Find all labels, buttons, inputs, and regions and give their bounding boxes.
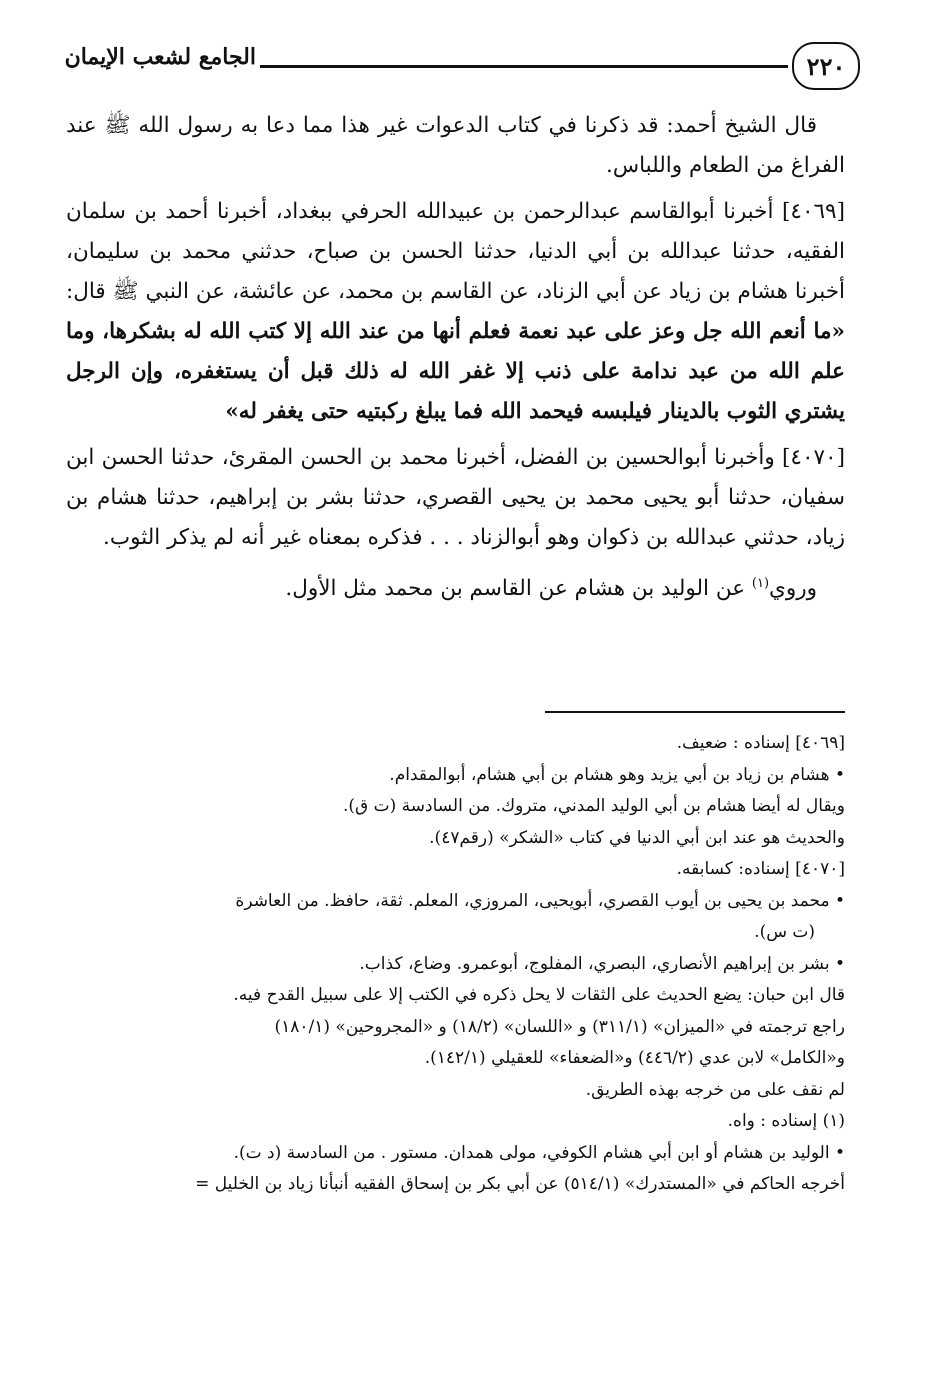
paragraph-sheikh-statement: قال الشيخ أحمد: قد ذكرنا في كتاب الدعوات غير هذا مما دعا به رسول الله ﷺ عند الفراغ من الطعام واللباس. — [66, 113, 845, 178]
footnote-line: قال ابن حبان: يضع الحديث على الثقات لا يحل ذكره في الكتب إلا على سبيل القدح فيه. — [233, 985, 845, 1005]
page-header — [60, 36, 860, 96]
footnote-line: • هشام بن زياد بن أبي يزيد وهو هشام بن أبي هشام، أبوالمقدام. — [389, 764, 845, 785]
footnote-line: أخرجه الحاكم في «المستدرك» (٥١٤/١) عن أبي بكر بن إسحاق الفقيه أنبأنا زياد بن الخليل = — [195, 1174, 845, 1194]
running-title: الجامع لشعب الإيمان — [64, 44, 256, 70]
footnotes — [18, 728, 845, 1201]
footnote-line: ويقال له أيضا هشام بن أبي الوليد المدني، متروك. من السادسة (ت ق). — [342, 796, 845, 816]
footnote-line: [٤٠٦٩] إسناده : ضعيف. — [676, 733, 845, 753]
hadith-4069-isnad: [٤٠٦٩] أخبرنا أبوالقاسم عبدالرحمن بن عبيدالله الحرفي ببغداد، أخبرنا أحمد بن سلمان الفقيه، حدثنا عبدالله بن أبي الدنيا، حدثنا الحسن بن صباح، حدثني محمد بن سليمان، أخبرنا هشام بن زياد عن أبي الزناد، عن القاسم بن محمد، عن عائشة، عن النبي ﷺ قال: — [66, 199, 845, 304]
narration-lead: وروي — [769, 576, 817, 602]
hadith-4070: [٤٠٧٠] وأخبرنا أبوالحسين بن الفضل، أخبرنا محمد بن الحسن المقرئ، حدثنا الحسن ابن سفيان، حدثنا أبو يحيى محمد بن يحيى القصري، حدثنا بشر بن إبراهيم، حدثنا هشام بن زياد، حدثني عبدالله بن ذكوان وهو أبوالزناد . . . فذكره بمعناه غير أنه لم يذكر الثوب. — [66, 445, 845, 550]
page-number: ٢٢٠ — [792, 42, 860, 90]
paragraph-narration-note — [66, 564, 845, 609]
footnote-line: و«الكامل» لابن عدي (٤٤٦/٢) و«الضعفاء» للعقيلي (١٤٢/١). — [424, 1048, 845, 1068]
hadith-4069-matn: «ما أنعم الله جل وعز على عبد نعمة فعلم أنها من عند الله إلا كتب الله له بشكرها، وما علم الله من عبد ندامة على ذنب إلا غفر الله له ذلك قبل أن يستغفره، وإن الرجل يشتري الثوب بالدينار فيلبسه فيحمد الله فما يبلغ ركبتيه حتى يغفر له» — [66, 319, 845, 424]
footnote-line: (١) إسناده : واه. — [727, 1111, 845, 1131]
footnote-line: (ت س). — [754, 922, 815, 942]
footnote-line: • محمد بن يحيى بن أيوب القصري، أبويحيى، المروزي، المعلم. ثقة، حافظ. من العاشرة — [235, 890, 845, 911]
footnote-line: لم نقف على من خرجه بهذه الطريق. — [585, 1079, 845, 1100]
narration-rest: عن الوليد بن هشام عن القاسم بن محمد مثل الأول. — [285, 576, 752, 602]
footnote-separator — [545, 711, 845, 713]
main-text — [66, 106, 845, 615]
footnote-line: راجع ترجمته في «الميزان» (٣١١/١) و «اللسان» (١٨/٢) و «المجروحين» (١٨٠/١) — [274, 1016, 845, 1037]
footnote-marker: (١) — [751, 576, 770, 591]
footnote-line: [٤٠٧٠] إسناده: كسابقه. — [676, 859, 845, 879]
hadith-4069 — [66, 192, 845, 432]
header-rule — [260, 65, 788, 68]
footnote-line: • الوليد بن هشام أو ابن أبي هشام الكوفي، مولى همدان. مستور . من السادسة (د ت). — [233, 1142, 845, 1163]
footnote-line: والحديث هو عند ابن أبي الدنيا في كتاب «الشكر» (رقم٤٧). — [429, 827, 845, 848]
footnote-line: • بشر بن إبراهيم الأنصاري، البصري، المفلوج، أبوعمرو. وضاع، كذاب. — [359, 953, 845, 974]
